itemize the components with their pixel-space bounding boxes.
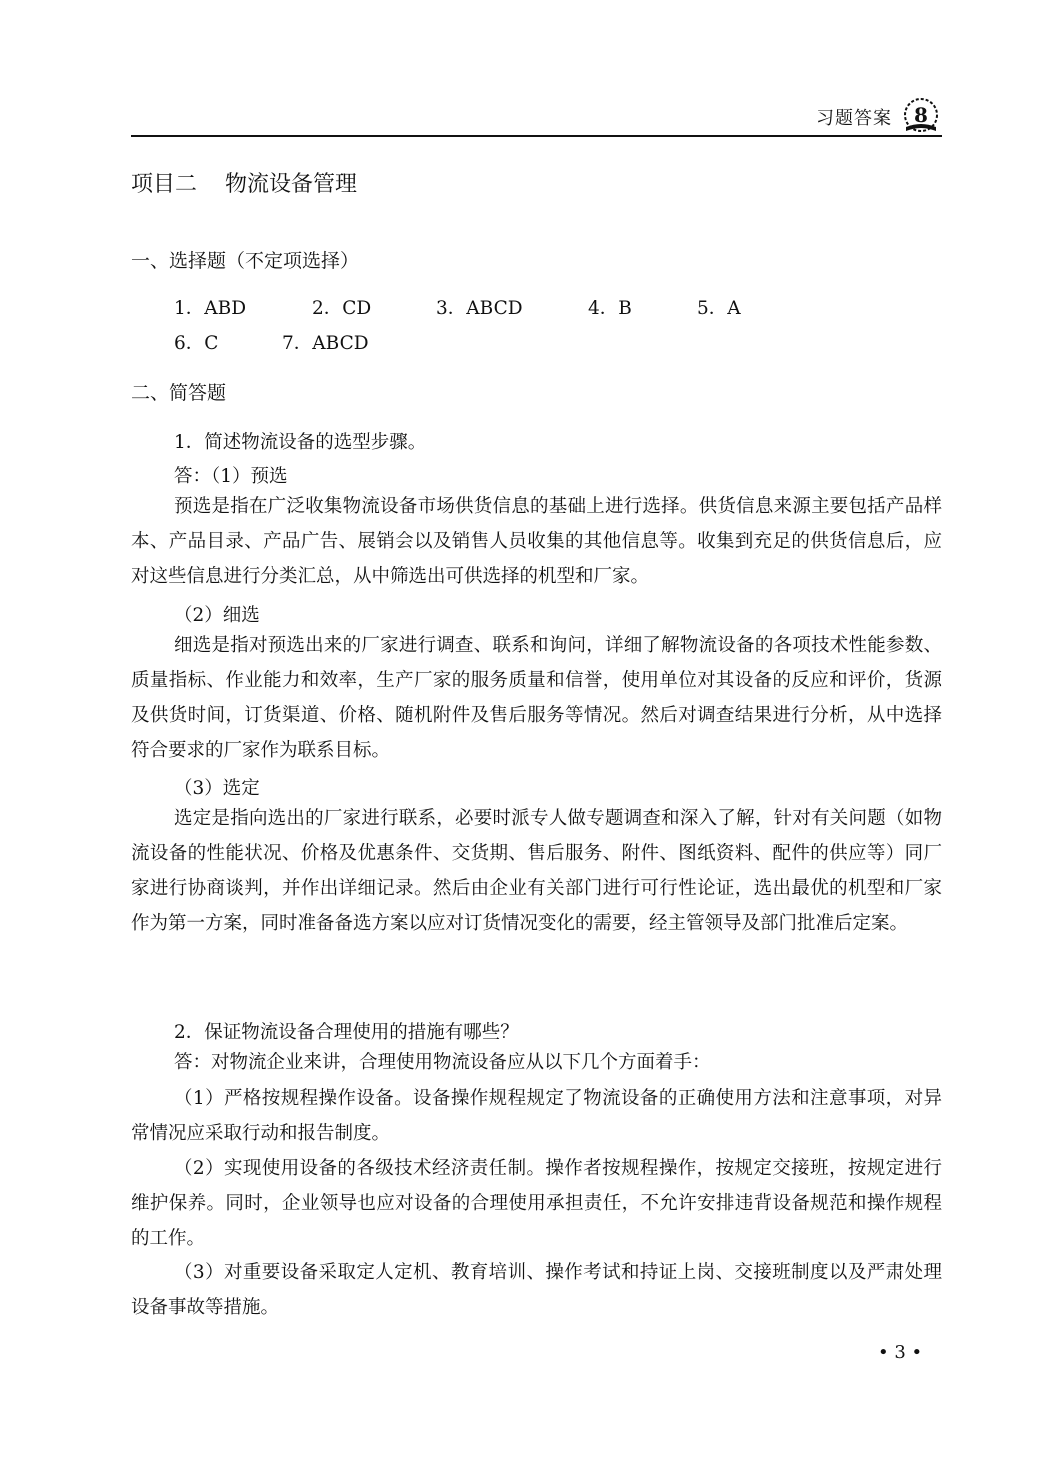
section-heading-short-answer: 二、简答题: [131, 382, 227, 404]
answer-item: 4．B: [588, 298, 632, 319]
answer-2-intro: 答：对物流企业来讲，合理使用物流设备应从以下几个方面着手：: [174, 1052, 711, 1073]
answer-1-paragraph-3: 选定是指向选出的厂家进行联系，必要时派专人做专题调查和深入了解，针对有关问题（如物流设备的性能状况、价格及优惠条件、交货期、售后服务、附件、图纸资料、配件的供应等）同厂家进行协商谈判，并作出详细记录。然后由企业有关部门进行可行性论证，选出最优的机型和厂家作为第一方案，同时准备备选方案以应对订货情况变化的需要，经主管领导及部门批准后定案。: [131, 808, 942, 934]
project-title: 项目二 物流设备管理: [131, 172, 357, 197]
answer-2-paragraph-3: （3）对重要设备采取定人定机、教育培训、操作考试和持证上岗、交接班制度以及严肃处理设备事故等措施。: [131, 1262, 942, 1318]
answer-item: 3．ABCD: [436, 298, 523, 319]
question-1: 1．简述物流设备的选型步骤。: [174, 432, 427, 453]
answer-1-paragraph-2: 细选是指对预选出来的厂家进行调查、联系和询问，详细了解物流设备的各项技术性能参数、质量指标、作业能力和效率，生产厂家的服务质量和信誉，使用单位对其设备的反应和评价，货源及供货时间，订货渠道、价格、随机附件及售后服务等情况。然后对调查结果进行分析，从中选择符合要求的厂家作为联系目标。: [131, 635, 942, 761]
answer-2-paragraph-1: （1）严格按规程操作设备。设备操作规程规定了物流设备的正确使用方法和注意事项，对异常情况应采取行动和报告制度。: [131, 1088, 942, 1144]
answer-1-label-3: （3）选定: [174, 778, 260, 799]
answer-item: 5．A: [697, 298, 741, 319]
answer-1-label-1: 答：（1）预选: [174, 466, 288, 487]
book-emblem-icon: [900, 97, 942, 135]
section-heading-choice: 一、选择题（不定项选择）: [131, 250, 360, 272]
answer-1-paragraph-1: 预选是指在广泛收集物流设备市场供货信息的基础上进行选择。供货信息来源主要包括产品样本、产品目录、产品广告、展销会以及销售人员收集的其他信息等。收集到充足的供货信息后，应对这些信息进行分类汇总，从中筛选出可供选择的机型和厂家。: [131, 496, 942, 587]
answer-item: 1．ABD: [174, 298, 247, 319]
header-rule: [131, 135, 942, 137]
answer-item: 6．C: [174, 333, 219, 354]
answer-1-label-2: （2）细选: [174, 605, 260, 626]
svg-text:8: 8: [914, 103, 928, 127]
question-2: 2．保证物流设备合理使用的措施有哪些？: [174, 1022, 519, 1043]
answer-item: 2．CD: [312, 298, 372, 319]
running-header-title: 习题答案: [816, 108, 892, 129]
answer-2-paragraph-2: （2）实现使用设备的各级技术经济责任制。操作者按规程操作，按规定交接班，按规定进行维护保养。同时，企业领导也应对设备的合理使用承担责任，不允许安排违背设备规范和操作规程的工作。: [131, 1158, 942, 1249]
answer-item: 7．ABCD: [282, 333, 369, 354]
page-number: • 3 •: [878, 1342, 923, 1363]
